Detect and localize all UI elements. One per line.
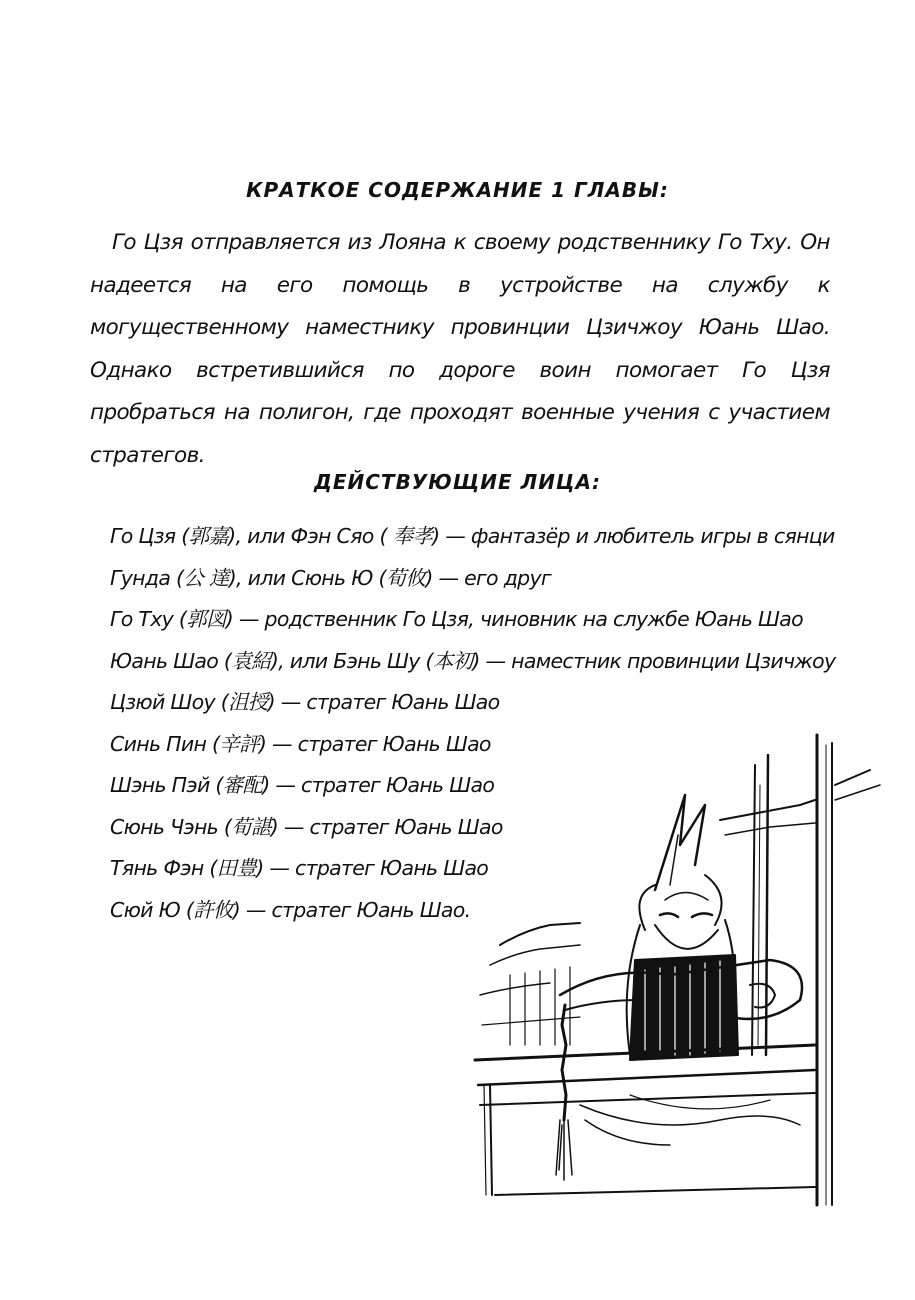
cast-entry: Го Тху (郭図) — родственник Го Цзя, чиновник на службе Юань Шао [110, 607, 803, 631]
cast-heading: ДЕЙСТВУЮЩИЕ ЛИЦА: [314, 470, 601, 494]
cast-entry: Сюй Ю (許攸) — стратег Юань Шао. [110, 897, 471, 922]
cast-entry: Го Цзя (郭嘉), или Фэн Сяо ( 奉孝) — фантазёр и любитель игры в сянци [110, 524, 835, 548]
cast-entry: Юань Шао (袁紹), или Бэнь Шу (本初) — наместник провинции Цзичжоу [110, 648, 836, 673]
character-leaning-on-railing-illustration [470, 725, 915, 1215]
cast-entry: Тянь Фэн (田豊) — стратег Юань Шао [110, 856, 489, 880]
cast-entry: Сюнь Чэнь (荀諶) — стратег Юань Шао [110, 814, 503, 839]
cast-entry: Цзюй Шоу (沮授) — стратег Юань Шао [110, 690, 500, 714]
cast-entry: Синь Пин (辛評) — стратег Юань Шао [110, 731, 491, 756]
summary-heading: КРАТКОЕ СОДЕРЖАНИЕ 1 ГЛАВЫ: [246, 178, 669, 202]
summary-text: Го Цзя отправляется из Лояна к своему родственнику Го Тху. Он надеется на его помощь в устройстве на службу к могущественному наместнику провинции Цзичжоу Юань Шао. Однако встретившийся по дороге воин помогает Го Цзя пробраться на полигон, где проходят военные учения с участием стратегов. [90, 230, 830, 468]
cast-entry: Гунда (公 達), или Сюнь Ю (荀攸) — его друг [110, 565, 551, 590]
cast-entry: Шэнь Пэй (審配) — стратег Юань Шао [110, 773, 495, 797]
